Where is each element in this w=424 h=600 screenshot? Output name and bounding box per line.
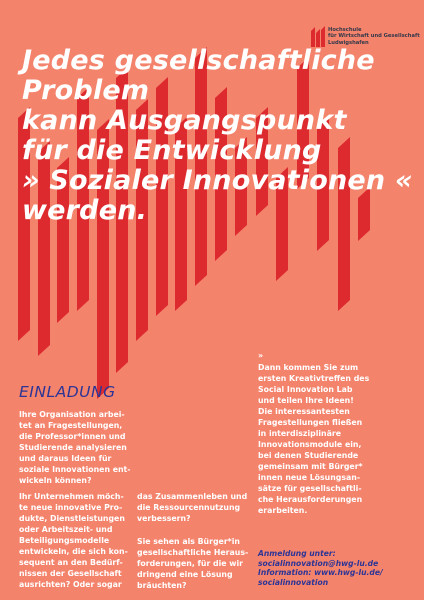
text-line: nissen der Gesellschaft — [19, 569, 122, 578]
text-line: dukte, Dienstleistungen — [19, 514, 125, 523]
text-line: die Ressourcennutzung — [137, 503, 241, 512]
text-line: dringend eine Lösung — [137, 570, 233, 579]
text-line: sequent an den Bedürf- — [19, 558, 123, 567]
section-title: EINLADUNG — [19, 383, 116, 401]
text-line: Die interessantesten — [258, 407, 350, 416]
logo-line: für Wirtschaft und Gesellschaft — [328, 33, 420, 40]
text-line: bei denen Studierende — [258, 451, 359, 460]
text-line: erarbeiten. — [258, 506, 308, 515]
registration-email-link[interactable]: socialinnovation@hwg-lu.de — [258, 558, 379, 568]
text-line: gemeinsam mit Bürger* — [258, 462, 363, 471]
text-line: Ihr Unternehmen möch- — [19, 492, 124, 501]
text-line: oder Arbeitszeit- und — [19, 525, 113, 534]
text-line: che Herausforderungen — [258, 495, 363, 504]
text-line: wickeln können? — [19, 476, 92, 485]
headline-line: kann Ausgangspunkt — [22, 105, 347, 136]
headline-line: » Sozialer Innovationen « — [22, 165, 413, 196]
headline-line: für die Entwicklung — [22, 135, 322, 166]
text-line: das Zusammenleben und — [137, 492, 248, 501]
text-line: die Professor*innen und — [19, 432, 126, 441]
text-line: Studierende analysieren — [19, 443, 127, 452]
text-line: te neue innovative Pro- — [19, 503, 123, 512]
logo-text — [328, 27, 420, 46]
text-line: verbessern? — [137, 514, 191, 523]
text-line: entwickeln, die sich kon- — [19, 547, 128, 556]
text-line: Sie sehen als Bürger*in — [137, 537, 240, 546]
text-line: Fragestellungen fließen — [258, 418, 363, 427]
logo-line: Ludwigshafen — [328, 39, 369, 46]
text-line: tet an Fragestellungen, — [19, 421, 123, 430]
headline-line: Problem — [22, 75, 150, 106]
text-line: Social Innovation Lab — [258, 385, 353, 394]
registration-label: Anmeldung unter: — [258, 549, 336, 558]
text-line: Beteiligungsmodelle — [19, 536, 110, 545]
column-2-paragraph-1 — [137, 491, 247, 524]
text-line: innen neue Lösungsan- — [258, 473, 361, 482]
column-3-paragraph — [258, 362, 369, 516]
text-line: und teilen Ihre Ideen! — [258, 396, 354, 405]
column-2-paragraph-2 — [137, 536, 248, 591]
contact-info — [258, 549, 383, 587]
column-1-paragraph-1 — [19, 409, 131, 486]
text-line: ausrichten? Oder sogar — [19, 580, 122, 589]
information-link-continued[interactable]: socialinnovation — [258, 577, 329, 587]
quote-mark: » — [258, 351, 264, 360]
logo-line: Hochschule — [328, 27, 362, 33]
column-1-paragraph-2 — [19, 491, 128, 590]
text-line: forderungen, für die wir — [137, 559, 243, 568]
headline-line: Jedes gesellschaftliche — [22, 45, 375, 76]
text-line: soziale Innovationen ent- — [19, 465, 131, 474]
text-line: sätze für gesellschaftli- — [258, 484, 362, 493]
information-link[interactable]: Information: www.hwg-lu.de/ — [258, 568, 383, 577]
text-line: ersten Kreativtreffen des — [258, 374, 370, 383]
text-line: gesellschaftliche Heraus- — [137, 548, 249, 557]
text-line: in interdisziplinäre — [258, 429, 341, 438]
headline-line: werden. — [22, 195, 148, 226]
text-line: und daraus Ideen für — [19, 454, 112, 463]
headline — [22, 46, 422, 226]
text-line: bräuchten? — [137, 581, 187, 590]
text-line: Ihre Organisation arbei- — [19, 410, 125, 419]
text-line: Dann kommen Sie zum — [258, 363, 359, 372]
text-line: Innovationsmodule ein, — [258, 440, 362, 449]
